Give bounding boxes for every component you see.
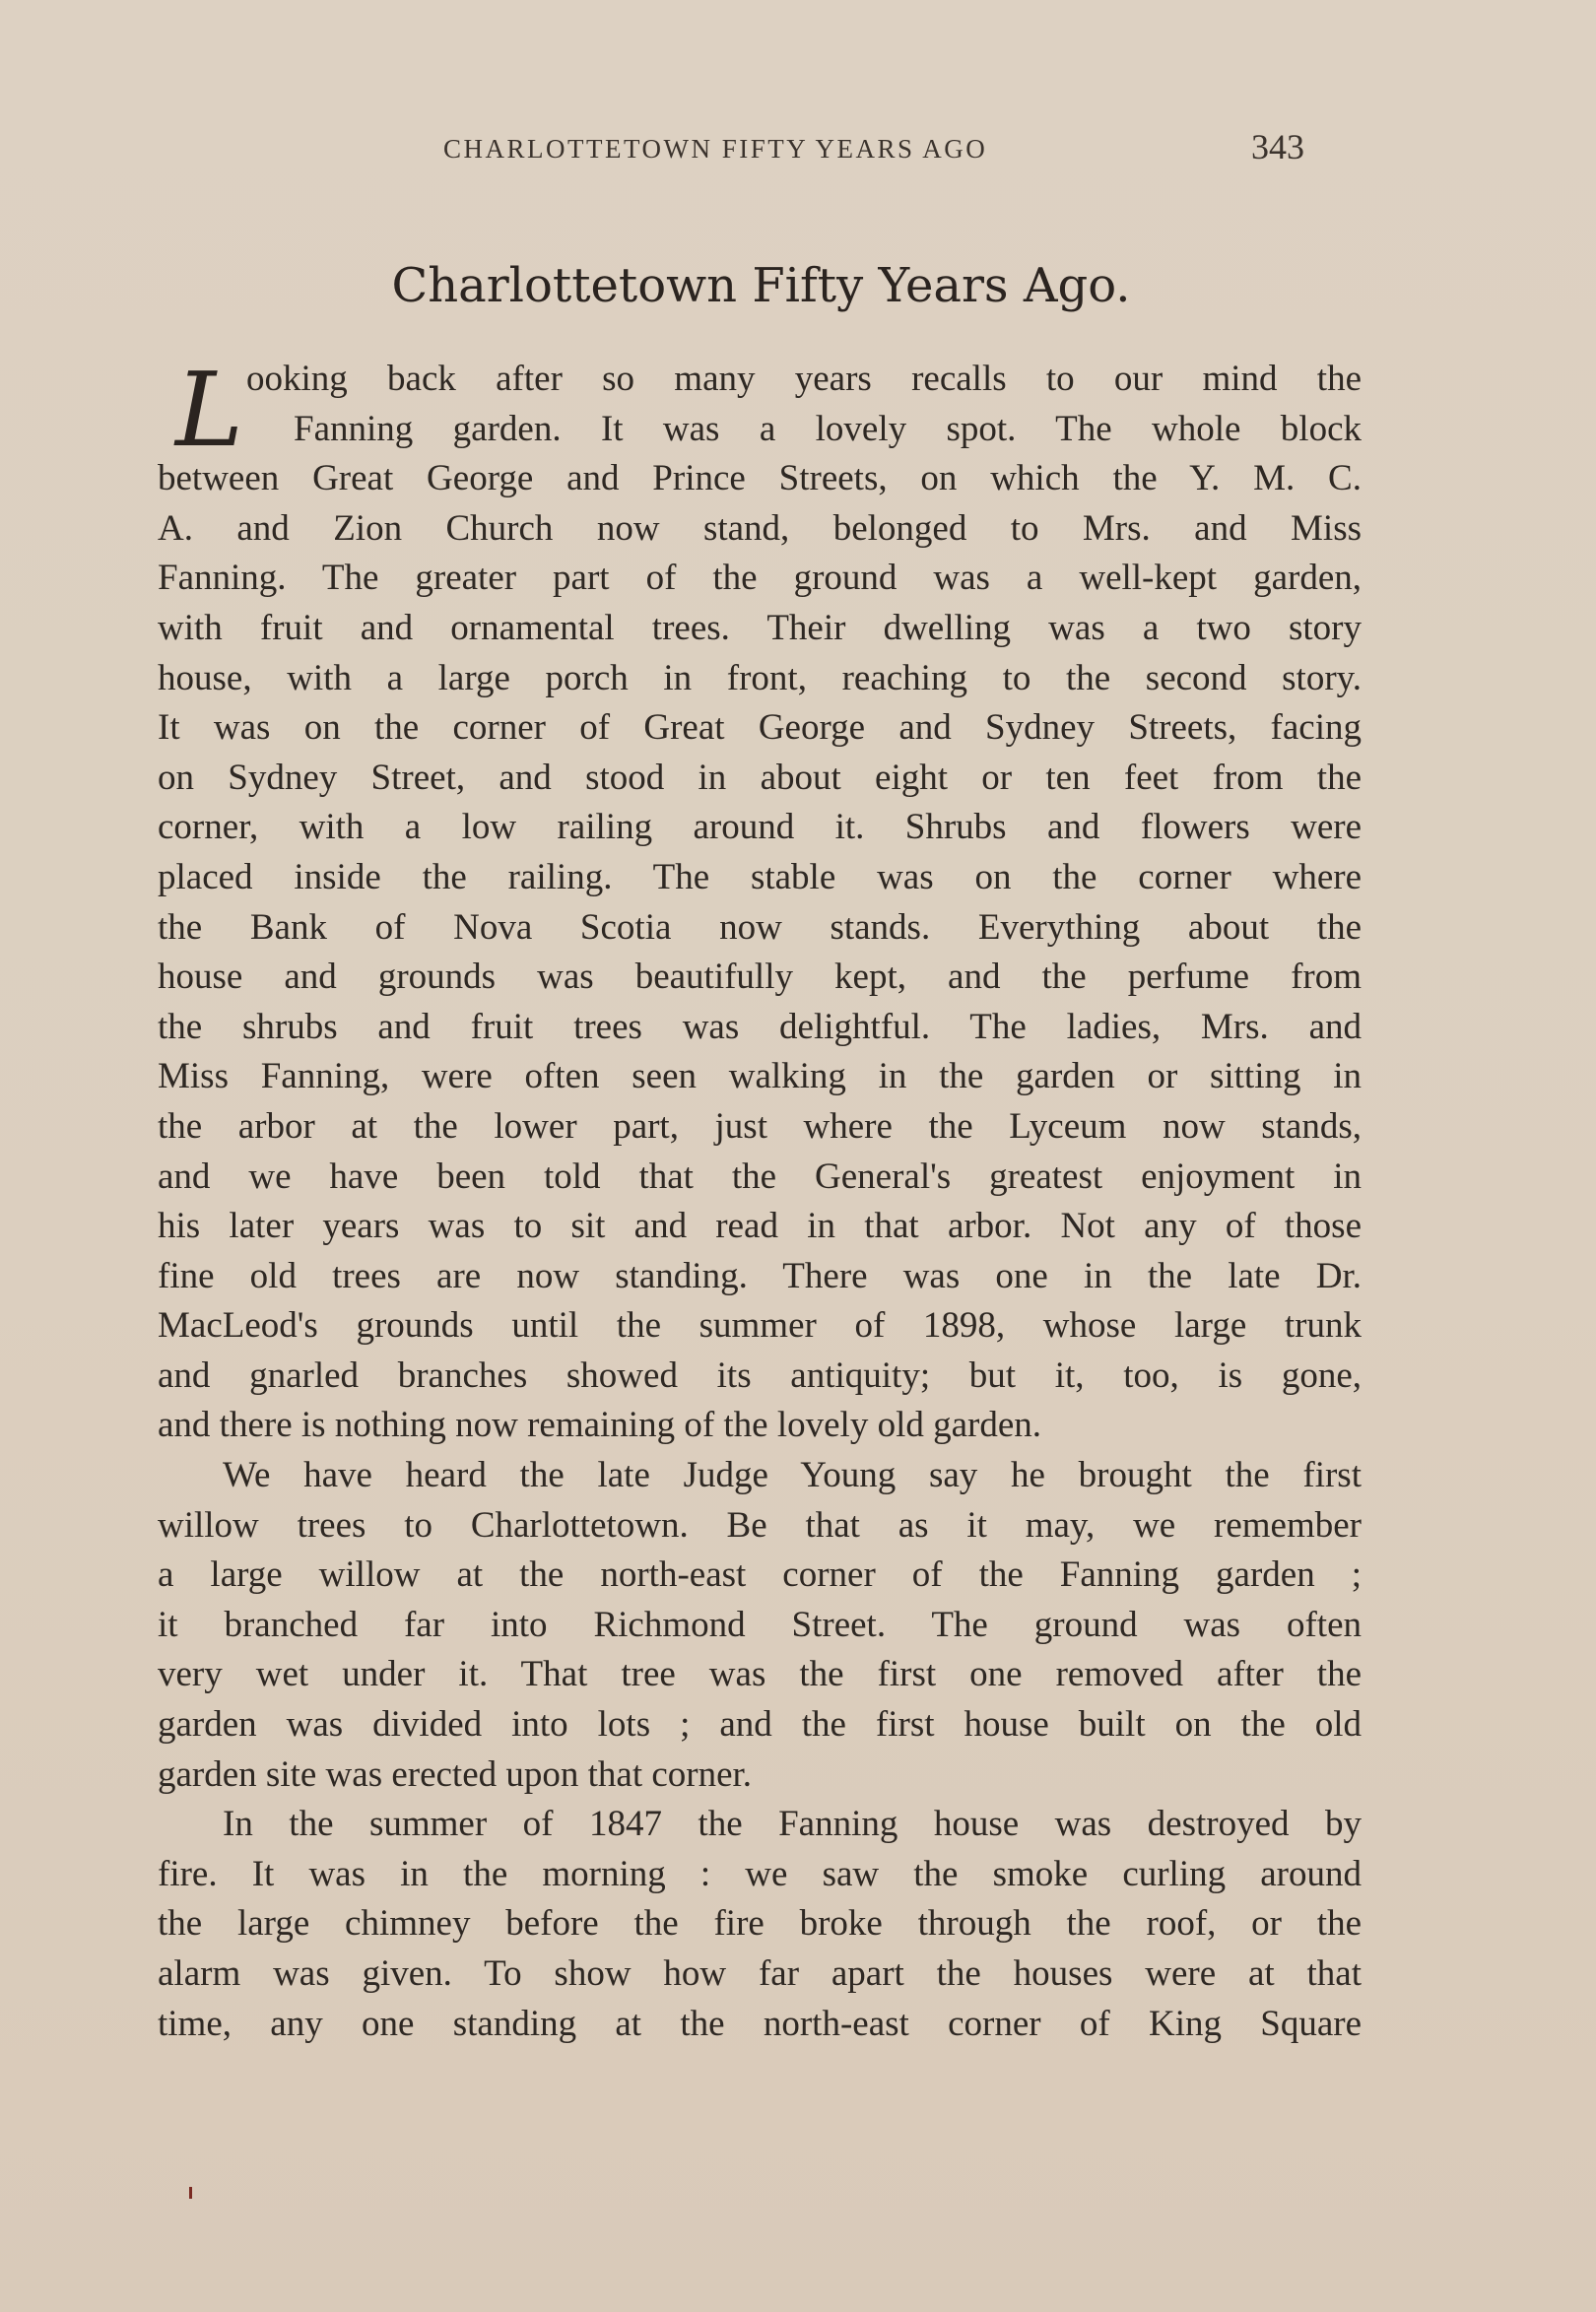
drop-cap-initial: L — [175, 350, 244, 470]
text-line: and gnarled branches showed its antiquity; but it, too, is gone, — [158, 1354, 1362, 1396]
page-number: 343 — [1251, 127, 1304, 166]
text-line: the arbor at the lower part, just where the Lyceum now stands, — [158, 1105, 1362, 1147]
paragraph-last-line: and there is nothing now remaining of the lovely old garden. — [158, 1405, 1042, 1446]
text-line: very wet under it. That tree was the first one removed after the — [158, 1654, 1362, 1695]
article-title: Charlottetown Fifty Years Ago. — [391, 258, 1131, 313]
article-body — [158, 350, 1362, 2049]
text-line: fine old trees are now standing. There was one in the late Dr. — [158, 1255, 1362, 1296]
text-line: house, with a large porch in front, reaching to the second story. — [158, 657, 1362, 698]
text-line: alarm was given. To show how far apart the houses were at that — [158, 1953, 1362, 1994]
paragraph-last-line: garden site was erected upon that corner. — [158, 1753, 753, 1795]
text-line: a large willow at the north-east corner of the Fanning garden ; — [158, 1554, 1362, 1596]
text-line: It was on the corner of Great George and Sydney Streets, facing — [158, 707, 1362, 749]
text-line: corner, with a low railing around it. Shrubs and flowers were — [158, 807, 1362, 848]
text-line: MacLeod's grounds until the summer of 1898, whose large trunk — [158, 1305, 1362, 1347]
text-line: Fanning garden. It was a lovely spot. The whole block — [294, 408, 1362, 449]
text-line: time, any one standing at the north-east corner of King Square — [158, 2003, 1362, 2044]
text-line: fire. It was in the morning : we saw the smoke curling around — [158, 1853, 1362, 1894]
text-line: willow trees to Charlottetown. Be that as it may, we remember — [158, 1504, 1362, 1546]
text-line: the shrubs and fruit trees was delightful. The ladies, Mrs. and — [158, 1006, 1362, 1047]
text-line: and we have been told that the General's greatest enjoyment in — [158, 1156, 1362, 1197]
text-line: ooking back after so many years recalls to our mind the — [246, 359, 1362, 399]
text-line: A. and Zion Church now stand, belonged to Mrs. and Miss — [158, 507, 1362, 549]
text-line: with fruit and ornamental trees. Their dwelling was a two story — [158, 607, 1362, 648]
text-line: house and grounds was beautifully kept, and the perfume from — [158, 957, 1362, 998]
running-head: CHARLOTTETOWN FIFTY YEARS AGO — [443, 134, 988, 164]
paragraph-first-line: We have heard the late Judge Young say he brought the first — [223, 1455, 1362, 1496]
text-line: placed inside the railing. The stable was on the corner where — [158, 856, 1362, 897]
text-line: on Sydney Street, and stood in about eight or ten feet from the — [158, 757, 1362, 798]
text-line: the Bank of Nova Scotia now stands. Everything about the — [158, 906, 1362, 948]
text-line: Fanning. The greater part of the ground was a well-kept garden, — [158, 558, 1362, 599]
text-line: garden was divided into lots ; and the first house built on the old — [158, 1704, 1362, 1746]
text-line: the large chimney before the fire broke through the roof, or the — [158, 1903, 1362, 1945]
paragraph-first-line: In the summer of 1847 the Fanning house was destroyed by — [223, 1804, 1362, 1845]
text-line: it branched far into Richmond Street. The ground was often — [158, 1604, 1362, 1645]
text-line: between Great George and Prince Streets, on which the Y. M. C. — [158, 458, 1362, 499]
text-line: Miss Fanning, were often seen walking in the garden or sitting in — [158, 1056, 1362, 1097]
ink-speck — [189, 2187, 192, 2199]
text-line: his later years was to sit and read in that arbor. Not any of those — [158, 1206, 1362, 1247]
